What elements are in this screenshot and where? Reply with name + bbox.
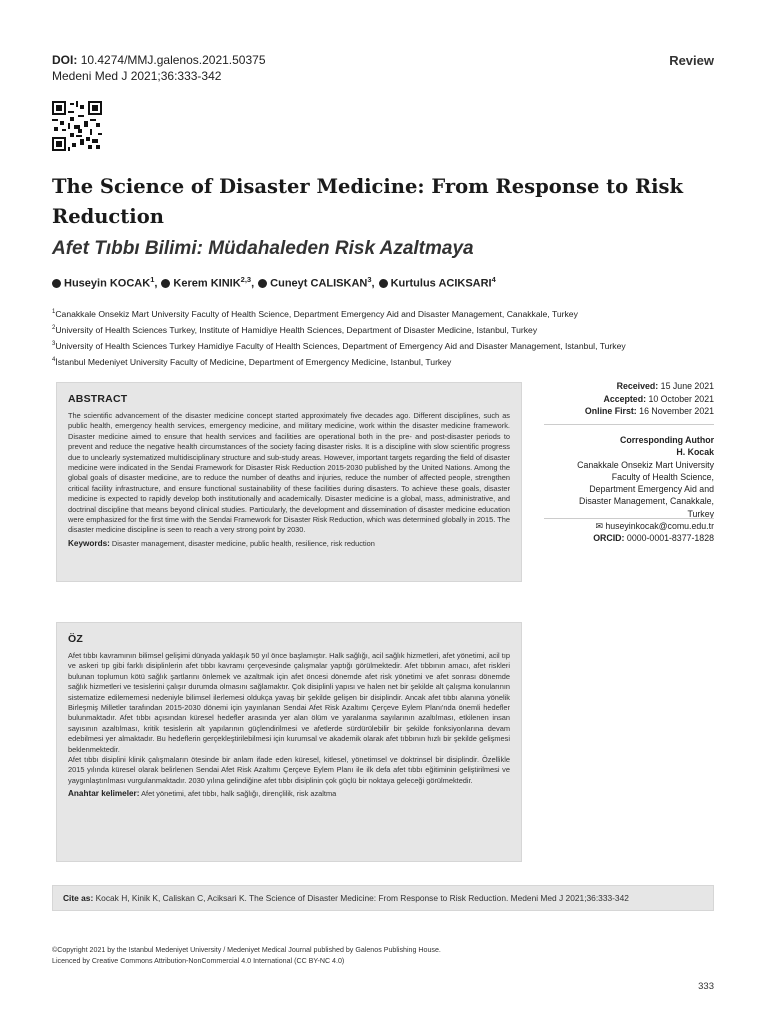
page-number: 333	[698, 981, 714, 992]
affiliation-list	[52, 305, 732, 368]
oz-body-paragraph: Afet tıbbı disiplini klinik çalışmaların ötesinde bir anlam ifade eden küresel, kitlesel, yönetimsel ve doktrinsel bir disiplindir. Özellikle 2015 yılında küresel olarak belirlenen Sendai Afet Risk Azaltımı Çerçeve Eylem Planı ile ilk defa afet tıbbı eğitiminin geliştirilmesi ve yaygınlaştırılması vurgulanmaktadır. 2030 yılına gelindiğine afet tıbbı disiplinin çok güçlü bir noktaya geleceği görülmektedir.	[68, 755, 510, 785]
keywords-label: Keywords:	[68, 538, 110, 548]
article-type-label: Review	[669, 53, 714, 68]
oz-box	[56, 622, 522, 862]
envelope-icon: ✉	[595, 521, 603, 532]
author-item: Huseyin KOCAK$^1$,	[52, 275, 157, 290]
affiliation-marker: 1	[52, 309, 56, 315]
received-label: Received:	[616, 381, 659, 391]
corresponding-name: H. Kocak	[676, 447, 714, 458]
affiliation-text: Canakkale Onsekiz Mart University Faculty of Health Science, Department Emergency Aid and Disaster Management, Canakkale, Turkey	[55, 308, 578, 319]
abstract-heading: ABSTRACT	[68, 393, 128, 405]
affiliation-text: İstanbul Medeniyet University Faculty of Medicine, Department of Emergency Medicine, Istanbul, Turkey	[55, 356, 452, 367]
author-item	[379, 275, 496, 290]
affiliation-item	[52, 321, 732, 337]
received-date	[524, 380, 714, 393]
affiliation-marker: 3	[52, 340, 56, 347]
corresponding-address-line: Faculty of Health Science,	[611, 471, 714, 482]
orcid-id-link[interactable]: 0000-0001-8377-1828	[626, 533, 714, 544]
author-name: Kurtulus ACIKSARI	[390, 277, 492, 290]
corresponding-heading: Corresponding Author	[620, 435, 714, 445]
cite-label: Cite as:	[63, 893, 94, 903]
article-subtitle-turkish: Afet Tıbbı Bilimi: Müdahaleden Risk Azaltmaya	[52, 238, 474, 259]
keywords-text: Afet yönetimi, afet tıbbı, halk sağlığı, dirençlilik, risk azaltma	[141, 789, 337, 799]
abstract-keywords	[68, 538, 510, 549]
received-value: 15 June 2021	[660, 381, 714, 391]
orcid-label: ORCID:	[593, 533, 625, 544]
author-affiliation-marker: 1	[150, 275, 155, 284]
affiliation-item	[52, 353, 732, 369]
author-item: Cuneyt CALISKAN$^3$,	[258, 275, 374, 290]
corresponding-author-block	[524, 434, 714, 545]
author-list	[52, 275, 496, 290]
email-link[interactable]: huseyinkocak@comu.edu.tr	[605, 521, 714, 532]
accepted-date	[524, 393, 714, 406]
email-line	[524, 520, 714, 532]
copyright-line: ©Copyright 2021 by the Istanbul Medeniyet University / Medeniyet Medical Journal published by Galenos Publishing House.	[52, 946, 441, 954]
corresponding-address-line: Disaster Management, Canakkale,	[579, 496, 714, 507]
online-first-label: Online First:	[584, 406, 637, 416]
online-first-value: 16 November 2021	[639, 406, 714, 416]
copyright-notice	[52, 945, 732, 967]
article-title: The Science of Disaster Medicine: From Response to Risk Reduction	[52, 175, 684, 228]
orcid-line	[524, 532, 714, 544]
abstract-body: The scientific advancement of the disaster medicine concept started approximately five decades ago. Different disciplines, such as public health, emergency health services, emergency medicine, and military medicine, work within the disaster medicine framework. Disaster medicine aimed to ensure that health services and facilities are operational both in the pre- and post-disaster periods to prevent and reduce the negative health circumstances of the society facing disaster risks. It is a discipline with slow scientific progress due to unclearly systematized multidisciplinary structure and sub-study areas. However, important targets regarding the field of disaster medicine were indicated in the Sendai Framework for Disaster Risk Reduction 2015-2030 published by the United Nations. Among the global goals of disaster medicine, are to reduce the number of deaths and injuries, reduce the number of affected people, strengthen critical facility infrastructure, and ensure functional sustainability of these facilities during disasters. To achieve these goals, disaster medicine is expected to rapidly develop both institutionally and academically. Disaster medicine is a global, mass, administrative, and doctrinal discipline that means beyond clinical studies. Particularly, the development and dissemination of disaster medicine education were emphasized for the first time with the Sendai Framework for Disaster Risk Reduction, which was determined globally in 2015. The disaster medicine discipline is seen to reach a very strong point by 2030.	[68, 411, 510, 535]
orcid-icon[interactable]	[258, 279, 267, 288]
oz-heading: ÖZ	[68, 633, 83, 645]
author-affiliation-marker: 2,3	[240, 275, 252, 284]
citation-box	[52, 885, 714, 911]
orcid-icon[interactable]	[379, 279, 388, 288]
accepted-value: 10 October 2021	[648, 393, 714, 404]
orcid-icon[interactable]	[52, 279, 61, 288]
keywords-label: Anahtar kelimeler:	[68, 789, 140, 799]
journal-reference: Medeni Med J 2021;36:333-342	[52, 69, 222, 83]
corresponding-address-line: Department Emergency Aid and	[589, 484, 714, 495]
cite-text: Kocak H, Kinik K, Caliskan C, Aciksari K. The Science of Disaster Medicine: From Response to Risk Reduction. Medeni Med J 2021;36:333-342	[95, 893, 629, 903]
divider	[544, 424, 714, 425]
affiliation-marker: 4	[52, 356, 56, 363]
keywords-text: Disaster management, disaster medicine, public health, resilience, risk reduction	[111, 538, 375, 548]
corresponding-address-line: Turkey	[687, 508, 714, 519]
affiliation-marker: 2	[52, 324, 56, 331]
qr-code-icon	[52, 101, 102, 151]
abstract-box	[56, 382, 522, 582]
affiliation-text: University of Health Sciences Turkey, Institute of Hamidiye Health Sciences, Department of Disaster Medicine, Istanbul, Turkey	[55, 324, 538, 335]
author-item: Kerem KINIK$^{2,3}$,	[161, 275, 254, 290]
oz-keywords	[68, 788, 510, 799]
online-first-date	[524, 405, 714, 418]
corresponding-address-line: Canakkale Onsekiz Mart University	[577, 459, 714, 470]
affiliation-item	[52, 305, 732, 321]
affiliation-item	[52, 337, 732, 353]
article-header	[52, 52, 266, 84]
doi-link[interactable]: 10.4274/MMJ.galenos.2021.50375	[80, 53, 266, 67]
orcid-icon[interactable]	[161, 279, 170, 288]
author-affiliation-marker: 3	[367, 275, 372, 284]
doi-label: DOI:	[52, 53, 78, 67]
license-line: Licenced by Creative Commons Attribution-NonCommercial 4.0 International (CC BY-NC 4.0)	[52, 957, 345, 965]
author-name: Cuneyt CALISKAN	[270, 277, 368, 290]
author-name: Huseyin KOCAK	[64, 277, 151, 290]
author-name: Kerem KINIK	[173, 277, 241, 290]
affiliation-text: University of Health Sciences Turkey Hamidiye Faculty of Health Sciences, Department of Emergency Aid and Disaster Management, Istanbul, Turkey	[55, 340, 626, 351]
oz-body-paragraph: Afet tıbbı kavramının bilimsel gelişimi dünyada yaklaşık 50 yıl önce başlamıştır. Halk sağlığı, acil sağlık hizmetleri, afet yönetimi, acil tıp ve askeri tıp gibi farklı disiplinlerin afet tıbbı kavramı çerçevesinde çalışmalar yaptığı görülmektedir. Afet tıbbının amacı, afet riskleri bulunan toplumun kötü sağlık şartlarını önlemek ve azaltmak için afet öncesi dönemde afet risk yönetimi ve afet sonrası dönemde sağlık hizmetleri ve tesislerini çalışır durumda olmasını sağlamaktır. Çok disiplinli yapısı ve halen net bir şekilde alt çalışma konularının sistematize edilememesi nedeniyle bilimsel ilerlemesi oldukça yavaş bir şekilde gelişen bir disiplindir. Ancak afet tıbbı alanına yönelik Birleşmiş Milletler tarafından 2015-2030 dönemi için yayınlanan Sendai Afet Risk Azaltımı Çerçeve Eylem Planı'nda önemli hedefler bulunmaktadır. Afet tıbbı açısından küresel hedefler arasında yer alan ölüm ve yaralanma sayılarının azaltılması, etkilenen insan sayısının azaltılması, kritik tesislerin alt yapılarının güçlendirilmesi ve afetlerde sürdürülebilir bir şekilde fonksiyonlarına devam edebilmesi yer almaktadır. Bu hedeflerin gerçekleştirilebilmesi için kurumsal ve akademik olarak afet tıbbının hızlı bir şekilde gelişmesi beklenmektedir.	[68, 651, 510, 754]
author-affiliation-marker: 4	[491, 275, 496, 284]
divider	[544, 518, 714, 519]
article-dates	[524, 380, 714, 418]
accepted-label: Accepted:	[603, 393, 646, 404]
